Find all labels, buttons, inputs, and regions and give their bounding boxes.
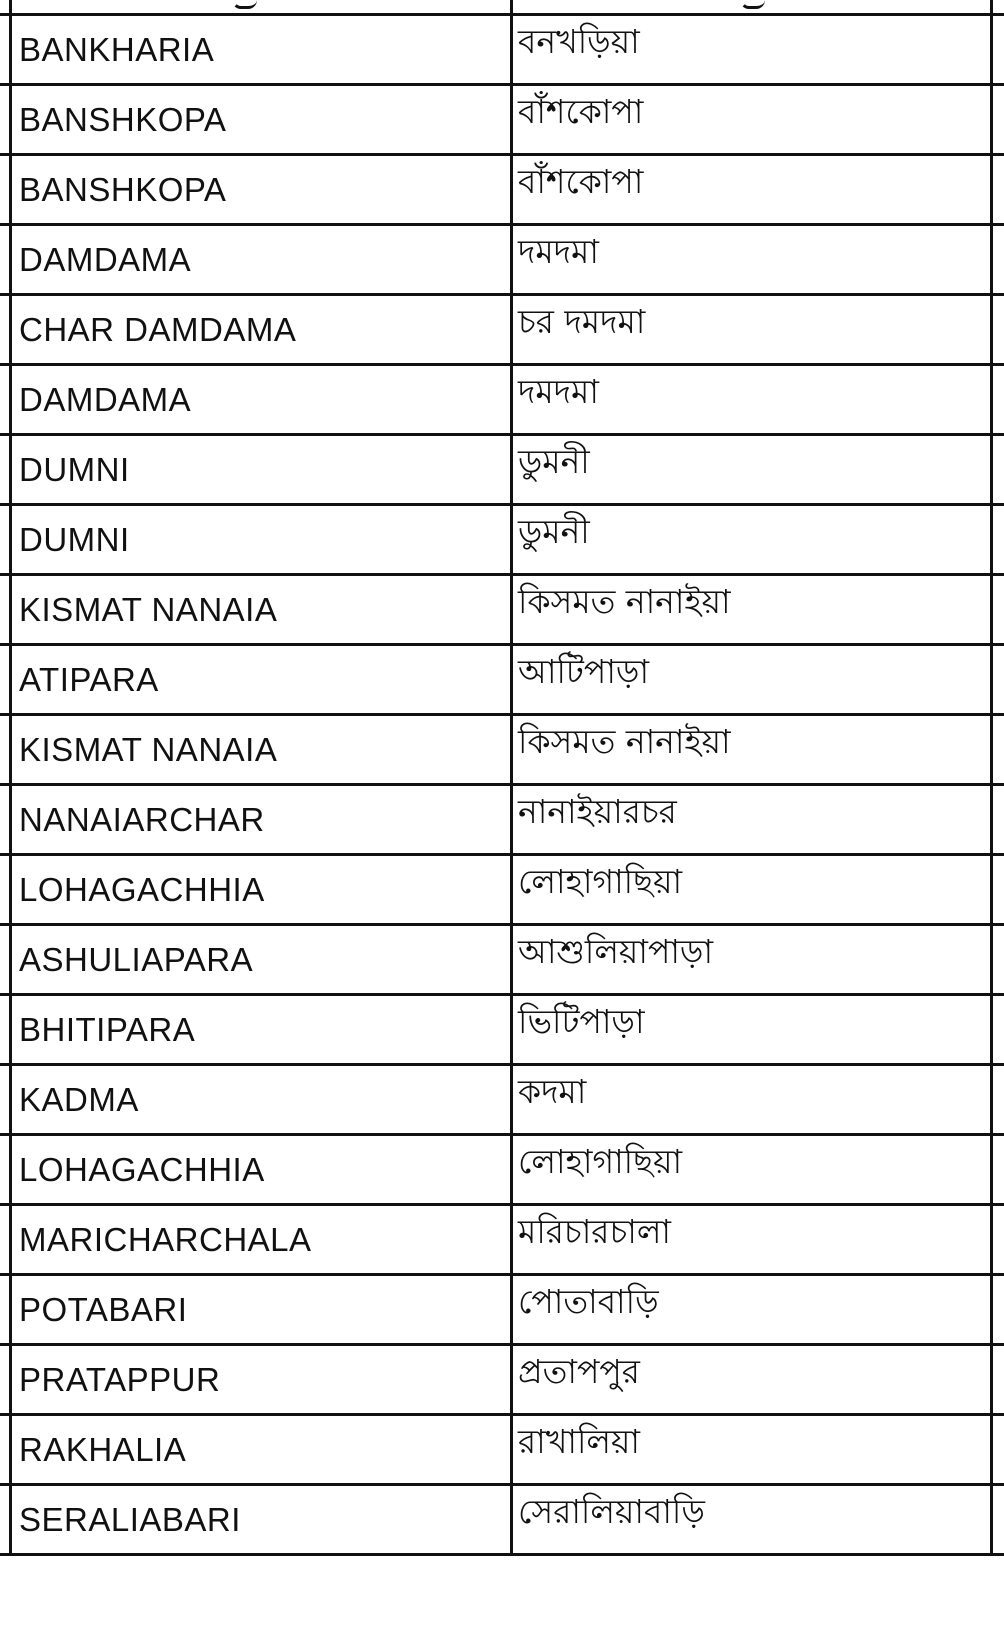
table-row — [0, 223, 1004, 293]
english-name-cell: DUMNI — [19, 521, 130, 558]
table-row — [0, 363, 1004, 433]
english-name-cell: CHAR DAMDAMA — [19, 311, 297, 348]
table-row — [0, 153, 1004, 223]
bengali-name-cell: ভিটিপাড়া — [518, 1002, 645, 1041]
english-name-cell: BANSHKOPA — [19, 101, 227, 138]
table-row — [0, 1133, 1004, 1203]
bengali-name-cell: দমদমা — [518, 232, 599, 271]
english-name-cell: KISMAT NANAIA — [19, 731, 278, 768]
table-row — [0, 573, 1004, 643]
english-name-cell: BHITIPARA — [19, 1011, 196, 1048]
english-name-cell: LOHAGACHHIA — [19, 1151, 265, 1188]
table-row — [0, 1483, 1004, 1556]
bengali-name-cell: চর দমদমা — [518, 302, 646, 341]
table-row — [0, 1343, 1004, 1413]
table-row — [0, 1203, 1004, 1273]
bengali-name-cell: প্রতাপপুর — [518, 1352, 640, 1391]
table-row — [0, 1413, 1004, 1483]
english-name-cell: BANKHARIA — [19, 31, 215, 68]
english-name-cell: ASHULIAPARA — [19, 941, 254, 978]
bengali-name-cell: কিসমত নানাইয়া — [518, 582, 731, 621]
english-name-cell: DAMDAMA — [19, 241, 192, 278]
english-name-cell: KADMA — [19, 1081, 139, 1118]
bengali-name-cell: নানাইয়ারচর — [518, 792, 677, 831]
bengali-name-cell: আশুলিয়াপাড়া — [518, 932, 714, 971]
table-row — [0, 993, 1004, 1063]
table-row — [0, 1063, 1004, 1133]
english-name-cell: PRATAPPUR — [19, 1361, 221, 1398]
table-row — [0, 293, 1004, 363]
header-fragment-right — [740, 0, 765, 9]
bengali-name-cell: সেরালিয়াবাড়ি — [518, 1492, 705, 1531]
english-name-cell: ATIPARA — [19, 661, 159, 698]
english-name-cell: NANAIARCHAR — [19, 801, 265, 838]
bengali-name-cell: লোহাগাছিয়া — [518, 1142, 683, 1181]
bengali-name-cell: ডুমনী — [518, 442, 590, 481]
bengali-name-cell: পোতাবাড়ি — [518, 1282, 659, 1321]
table-row — [0, 783, 1004, 853]
english-name-cell: DUMNI — [19, 451, 130, 488]
table-row — [0, 923, 1004, 993]
english-name-cell: POTABARI — [19, 1291, 188, 1328]
bengali-name-cell: ডুমনী — [518, 512, 590, 551]
english-name-cell: SERALIABARI — [19, 1501, 241, 1538]
table-row — [0, 503, 1004, 573]
header-fragment-left — [232, 0, 257, 9]
table-row — [0, 643, 1004, 713]
english-name-cell: BANSHKOPA — [19, 171, 227, 208]
bengali-name-cell: রাখালিয়া — [518, 1422, 641, 1461]
bengali-name-cell: বনখড়িয়া — [518, 22, 640, 61]
bengali-name-cell: মরিচারচালা — [518, 1212, 671, 1251]
table-row — [0, 13, 1004, 83]
bengali-name-cell: কিসমত নানাইয়া — [518, 722, 731, 761]
table-row — [0, 83, 1004, 153]
bengali-name-cell: কদমা — [518, 1072, 587, 1111]
bengali-name-cell: আটিপাড়া — [518, 652, 650, 691]
english-name-cell: RAKHALIA — [19, 1431, 187, 1468]
table-row — [0, 433, 1004, 503]
bengali-name-cell: বাঁশকোপা — [518, 162, 644, 201]
english-name-cell: KISMAT NANAIA — [19, 591, 278, 628]
english-name-cell: DAMDAMA — [19, 381, 192, 418]
place-name-table — [0, 13, 1004, 1556]
english-name-cell: MARICHARCHALA — [19, 1221, 312, 1258]
table-row — [0, 1273, 1004, 1343]
table-row — [0, 853, 1004, 923]
bengali-name-cell: বাঁশকোপা — [518, 92, 644, 131]
english-name-cell: LOHAGACHHIA — [19, 871, 265, 908]
bengali-name-cell: লোহাগাছিয়া — [518, 862, 683, 901]
bengali-name-cell: দমদমা — [518, 372, 599, 411]
table-row — [0, 713, 1004, 783]
